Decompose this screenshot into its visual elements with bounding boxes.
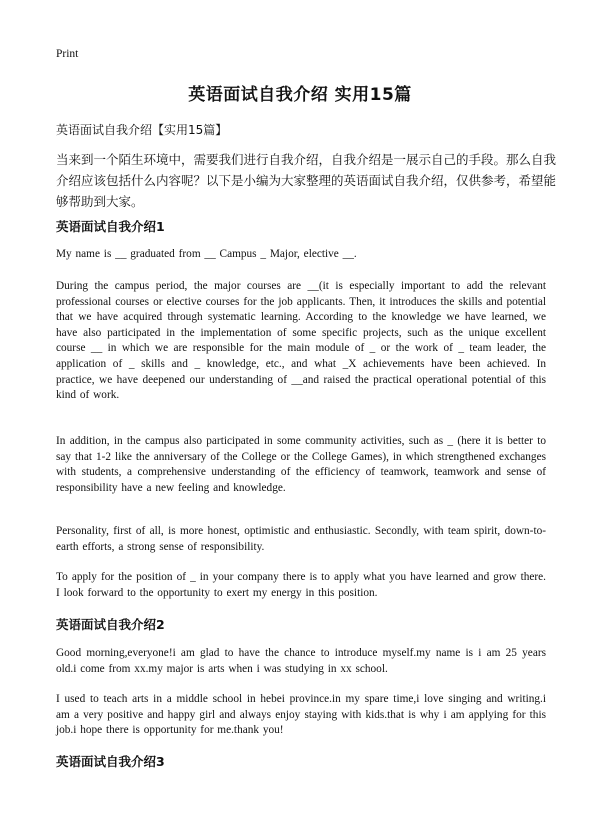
intro-paragraph: 当来到一个陌生环境中，需要我们进行自我介绍，自我介绍是一展示自己的手段。那么自我介绍应该包括什么内容呢？以下是小编为大家整理的英语面试自我介绍，仅供参考，希望能够帮助到大家。 [56,152,557,209]
section1-paragraph-2: During the campus period, the major courses are __(it is especially important to add the relevant professional courses or elective courses for the job applicants. Then, it introduces the skills and potential that we have acquired through systematic learning. According to the knowledge we have learned, we have also participated in the implementation of some specific projects, such as the unique excellent course __ in which we are responsible for the main module of _ or the work of _ team leader, the application of _ skills and _ knowledge, etc., and what _X achievements have been achieved. In practice, we have deepened our understanding of __and raised the practical operational potential of this kind of work. [56,280,546,402]
section-heading-2: 英语面试自我介绍2 [56,617,165,632]
section-heading-1: 英语面试自我介绍1 [56,219,165,234]
document-subtitle: 英语面试自我介绍【实用15篇】 [56,123,228,137]
section-heading-3: 英语面试自我介绍3 [56,754,165,769]
section1-paragraph-5: To apply for the position of _ in your company there is to apply what you have learned and grow there. I look forward to the opportunity to exert my energy in this position. [56,571,546,599]
section1-paragraph-1: My name is __ graduated from __ Campus _ Major, elective __. [56,248,357,260]
section2-paragraph-1: Good morning,everyone!i am glad to have the chance to introduce myself.my name is i am 25 years old.i come from xx.my major is arts when i was studying in xx school. [56,647,546,675]
print-label[interactable]: Print [56,48,79,60]
page-title: 英语面试自我介绍 实用15篇 [188,85,412,105]
section1-paragraph-4: Personality, first of all, is more honest, optimistic and enthusiastic. Secondly, with team spirit, down-to-earth efforts, a strong sense of responsibility. [56,525,546,553]
section2-paragraph-2: I used to teach arts in a middle school in hebei province.in my spare time,i love singing and writing.i am a very positive and happy girl and always enjoy staying with kids.that is why i am applying for this job.i hope there is opportunity for me.thank you! [56,693,546,737]
section1-paragraph-3: In addition, in the campus also participated in some community activities, such as _ (here it is better to say that 1-2 like the anniversary of the College or the College Games), in which strengthened exchanges with students, a comprehensive understanding of the efficiency of teamwork, teamwork and sense of responsibility have a new feeling and knowledge. [56,435,546,494]
